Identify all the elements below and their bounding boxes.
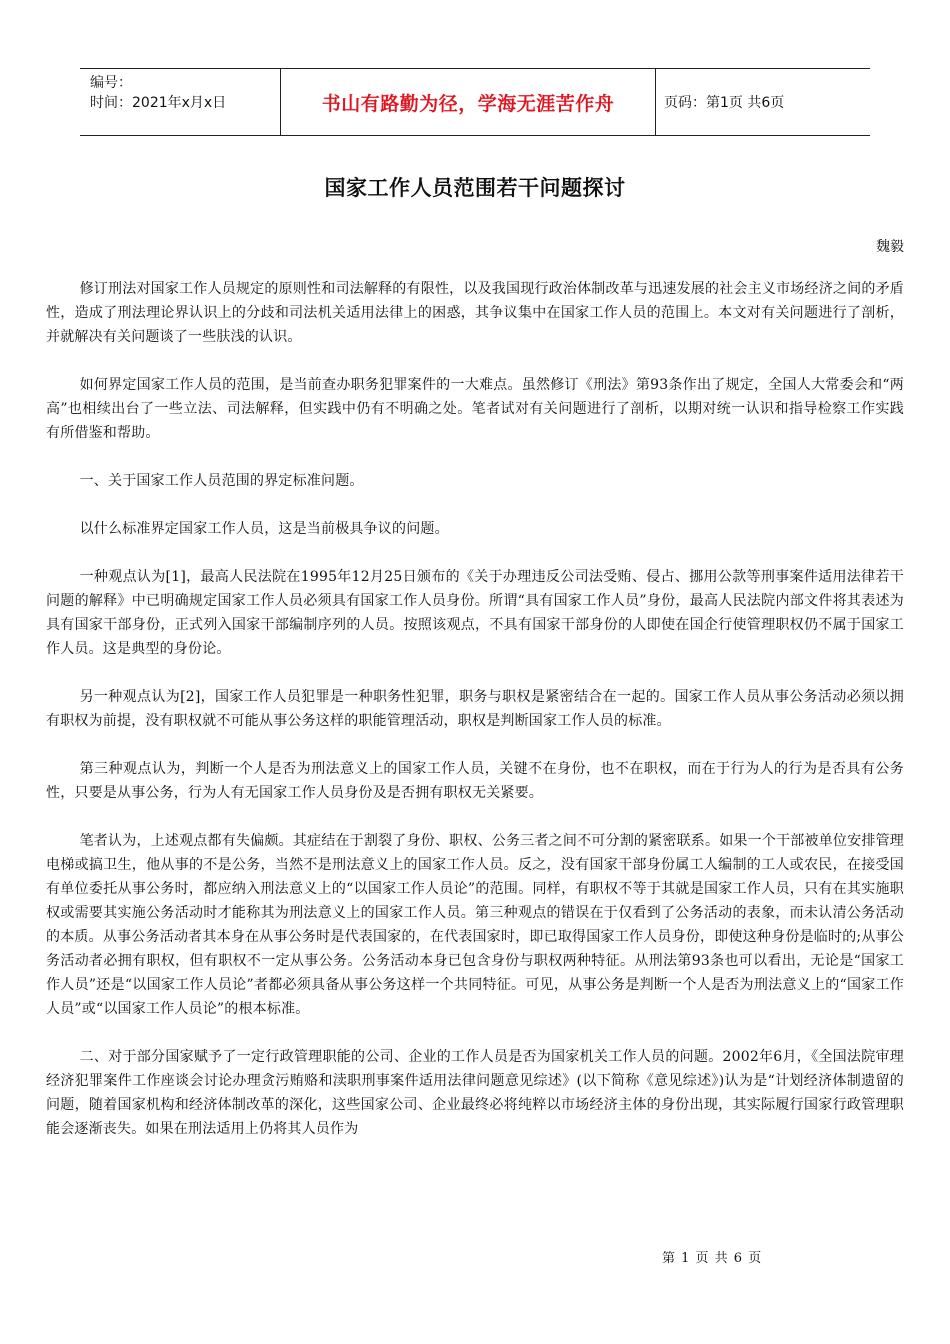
page-footer: 第 1 页 共 6 页 <box>662 1251 763 1266</box>
document-date: 时间：2021年x月x日 <box>90 95 227 111</box>
header-motto: 书山有路勤为径，学海无涯苦作舟 <box>280 69 656 135</box>
paragraph: 一种观点认为[1]，最高人民法院在1995年12月25日颁布的《关于办理违反公司法受贿、侵占、挪用公款等刑事案件适用法律若干问题的解释》中已明确规定国家工作人员必须具有国家工作人员身份。所谓“具有国家工作人员”身份，最高人民法院内部文件将其表述为具有国家干部身份，正式列入国家干部编制序列的人员。按照该观点，不具有国家干部身份的人即使在国企行使管理职权仍不属于国家工作人员。这是典型的身份论。 <box>46 569 904 657</box>
document-author: 魏毅 <box>876 239 904 255</box>
paragraph: 另一种观点认为[2]，国家工作人员犯罪是一种职务性犯罪，职务与职权是紧密结合在一起的。国家工作人员从事公务活动必须以拥有职权为前提，没有职权就不可能从事公务这样的职能管理活动，职权是判断国家工作人员的标准。 <box>46 689 904 729</box>
document-body <box>46 277 904 1165</box>
paragraph: 二、对于部分国家赋予了一定行政管理职能的公司、企业的工作人员是否为国家机关工作人员的问题。2002年6月，《全国法院审理经济犯罪案件工作座谈会讨论办理贪污贿赂和渎职刑事案件适用法律问题意见综述》(以下简称《意见综述》)认为是“计划经济体制遗留的问题，随着国家机构和经济体制改革的深化，这些国家公司、企业最终必将纯粹以市场经济主体的身份出现，其实际履行国家行政管理职能会逐渐丧失。如果在刑法适用上仍将其人员作为 <box>46 1049 904 1137</box>
document-title: 国家工作人员范围若干问题探讨 <box>324 176 626 200</box>
header-meta <box>80 69 280 135</box>
document-number-label: 编号： <box>90 75 132 91</box>
paragraph: 笔者认为，上述观点都有失偏颇。其症结在于割裂了身份、职权、公务三者之间不可分割的紧密联系。如果一个干部被单位安排管理电梯或搞卫生，他从事的不是公务，当然不是刑法意义上的国家工作人员。反之，没有国家干部身份属工人编制的工人或农民，在接受国有单位委托从事公务时，都应纳入刑法意义上的“以国家工作人员论”的范围。同样，有职权不等于其就是国家工作人员，只有在其实施职权或需要其实施公务活动时才能称其为刑法意义上的国家工作人员。第三种观点的错误在于仅看到了公务活动的表象，而未认清公务活动的本质。从事公务活动者其本身在从事公务时是代表国家的，在代表国家时，即已取得国家工作人员身份，即使这种身份是临时的;从事公务活动者必拥有职权，但有职权不一定从事公务。公务活动本身已包含身份与职权两种特征。从刑法第93条也可以看出，无论是“国家工作人员”还是“以国家工作人员论”者都必须具备从事公务这样一个共同特征。可见，从事公务是判断一个人是否为刑法意义上的“国家工作人员”或“以国家工作人员论”的根本标准。 <box>46 833 904 1017</box>
header-page-info: 页码：第1页 共6页 <box>664 95 785 111</box>
paragraph: 如何界定国家工作人员的范围，是当前查办职务犯罪案件的一大难点。虽然修订《刑法》第93条作出了规定，全国人大常委会和“两高”也相续出台了一些立法、司法解释，但实践中仍有不明确之处。笔者试对有关问题进行了剖析，以期对统一认识和指导检察工作实践有所借鉴和帮助。 <box>46 377 904 441</box>
paragraph: 以什么标准界定国家工作人员，这是当前极具争议的问题。 <box>79 521 449 537</box>
paragraph: 修订刑法对国家工作人员规定的原则性和司法解释的有限性，以及我国现行政治体制改革与迅速发展的社会主义市场经济之间的矛盾性，造成了刑法理论界认识上的分歧和司法机关适用法律上的困惑，其争议集中在国家工作人员的范围上。本文对有关问题进行了剖析，并就解决有关问题谈了一些肤浅的认识。 <box>46 281 904 345</box>
paragraph: 第三种观点认为，判断一个人是否为刑法意义上的国家工作人员，关键不在身份，也不在职权，而在于行为人的行为是否具有公务性，只要是从事公务，行为人有无国家工作人员身份及是否拥有职权无关紧要。 <box>46 761 904 801</box>
page-header <box>80 68 870 136</box>
section-heading: 一、关于国家工作人员范围的界定标准问题。 <box>79 473 364 489</box>
